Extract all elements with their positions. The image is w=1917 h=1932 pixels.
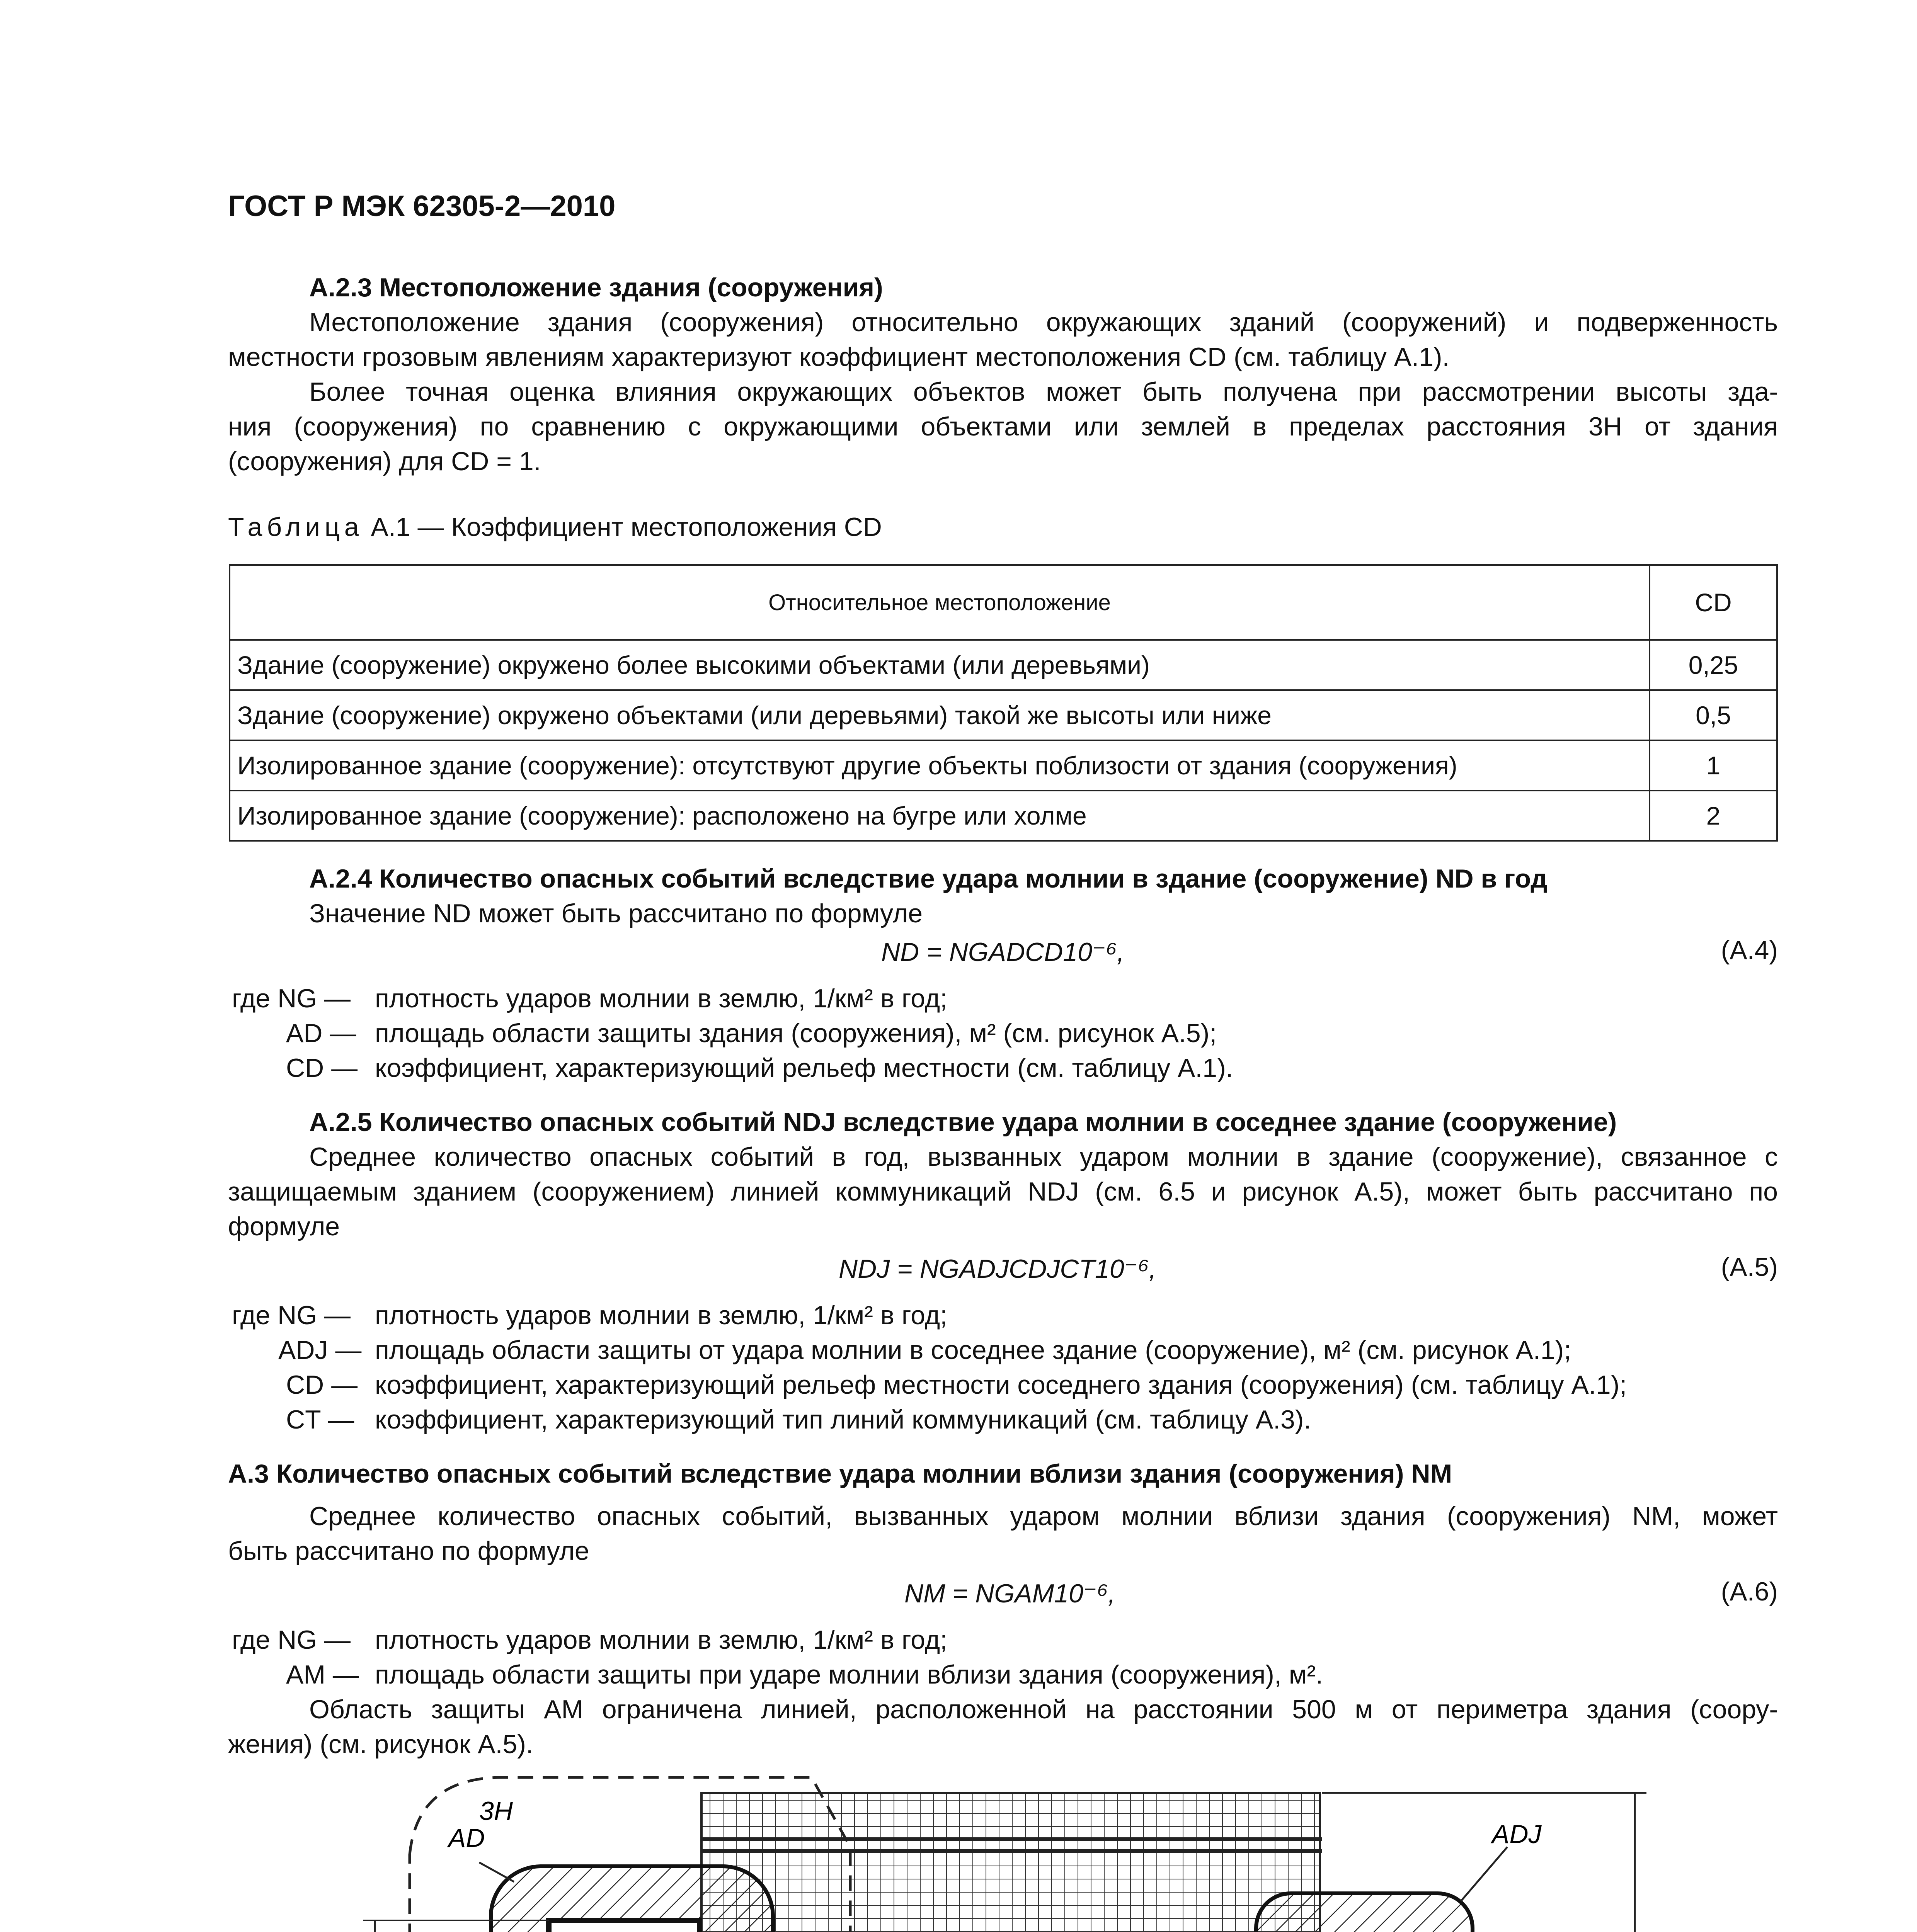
section-a3-p2-line2: жения) (см. рисунок А.5).	[228, 1730, 533, 1759]
section-a3-p2-line1: Область защиты AM ограничена линией, расположенной на расстоянии 500 м от периметра здания (соору-	[309, 1695, 1778, 1724]
where-text: плотность ударов молнии в землю, 1/км² в год;	[375, 1625, 948, 1655]
formula-a6: NM = NGAM10⁻⁶,	[904, 1579, 1115, 1608]
table-caption-label: Таблица	[228, 512, 364, 542]
section-a25-line2: защищаемым зданием (сооружением) линией коммуникаций NDJ (см. 6.5 и рисунок А.5), может быть рассчитано по	[228, 1177, 1778, 1206]
section-a25-title: А.2.5 Количество опасных событий NDJ вследствие удара молнии в соседнее здание (сооружение)	[309, 1107, 1617, 1137]
where-text: площадь области защиты от удара молнии в соседнее здание (сооружение), м² (см. рисунок А.1);	[375, 1335, 1571, 1365]
formula-a5: NDJ = NGADJCDJCT10⁻⁶,	[839, 1254, 1156, 1284]
adj-hatched-area	[1256, 1893, 1473, 1932]
where-text: плотность ударов молнии в землю, 1/км² в год;	[375, 984, 948, 1013]
where-text: плотность ударов молнии в землю, 1/км² в год;	[375, 1301, 948, 1330]
ai-grid-area	[701, 1793, 1320, 1932]
where-text: площадь области защиты здания (сооружения), м² (см. рисунок А.5);	[375, 1019, 1217, 1048]
where-symbol: AD —	[286, 1019, 356, 1048]
where-symbol: где NG —	[232, 1301, 351, 1330]
where-symbol: где NG —	[232, 984, 351, 1013]
section-a23-p2-line1: Более точная оценка влияния окружающих объектов может быть получена при рассмотрении высоты зда-	[309, 377, 1778, 406]
where-symbol: где NG —	[232, 1625, 351, 1655]
where-symbol: ADJ —	[278, 1335, 362, 1365]
where-text: коэффициент, характеризующий рельеф местности (см. таблицу А.1).	[375, 1053, 1233, 1083]
section-a25-line3: формуле	[228, 1212, 340, 1241]
table-cell-desc: Изолированное здание (сооружение): расположено на бугре или холме	[230, 791, 1650, 841]
section-a25-line1: Среднее количество опасных событий в год, вызванных ударом молнии в здание (сооружение), связанное с	[309, 1142, 1778, 1172]
section-a23-p2-line3: (сооружения) для CD = 1.	[228, 447, 541, 476]
equation-number-a5: (А.5)	[1721, 1252, 1778, 1282]
document-header: ГОСТ Р МЭК 62305-2—2010	[228, 190, 616, 223]
leader-line-adj	[1461, 1847, 1507, 1901]
formula-a4: ND = NGADCD10⁻⁶,	[881, 937, 1125, 967]
section-a3-line2: быть рассчитано по формуле	[228, 1536, 589, 1566]
equation-number-a4: (А.4)	[1721, 935, 1778, 965]
section-a24-title: А.2.4 Количество опасных событий вследствие удара молнии в здание (сооружение) ND в год	[309, 864, 1548, 893]
where-text: коэффициент, характеризующий рельеф местности соседнего здания (сооружения) (см. таблицу А.1);	[375, 1370, 1627, 1400]
where-text: коэффициент, характеризующий тип линий коммуникаций (см. таблицу А.3).	[375, 1405, 1311, 1434]
table-header-cd: CD	[1650, 565, 1777, 640]
where-text: площадь области защиты при ударе молнии вблизи здания (сооружения), м².	[375, 1660, 1323, 1689]
building-h	[549, 1920, 700, 1932]
section-a24-intro: Значение ND может быть рассчитано по формуле	[309, 899, 923, 928]
section-a3-line1: Среднее количество опасных событий, вызванных ударом молнии вблизи здания (сооружения) NM, может	[309, 1502, 1778, 1531]
where-symbol: AM —	[286, 1660, 359, 1689]
section-a23-p1-line2: местности грозовым явлениям характеризуют коэффициент местоположения CD (см. таблицу А.1).	[228, 342, 1450, 372]
table-cell-value: 0,5	[1650, 690, 1777, 740]
table-cell-desc: Здание (сооружение) окружено объектами (или деревьями) такой же высоты или ниже	[230, 690, 1650, 740]
leader-line-ad	[479, 1862, 514, 1882]
where-symbol: CT —	[286, 1405, 354, 1434]
where-symbol: CD —	[286, 1053, 358, 1083]
table-cell-value: 2	[1650, 791, 1777, 841]
table-cell-desc: Изолированное здание (сооружение): отсутствуют другие объекты поблизости от здания (сооружения)	[230, 740, 1650, 791]
label-ad: AD	[448, 1823, 485, 1853]
section-a23-title: А.2.3 Местоположение здания (сооружения)	[309, 273, 883, 302]
where-symbol: CD —	[286, 1370, 358, 1400]
equation-number-a6: (А.6)	[1721, 1577, 1778, 1606]
table-cell-value: 1	[1650, 740, 1777, 791]
label-adj: ADJ	[1492, 1820, 1542, 1849]
table-cell-desc: Здание (сооружение) окружено более высокими объектами (или деревьями)	[230, 640, 1650, 690]
section-a3-title: А.3 Количество опасных событий вследствие удара молнии вблизи здания (сооружения) NM	[228, 1459, 1452, 1488]
section-a23-p1-line1: Местоположение здания (сооружения) относительно окружающих зданий (сооружений) и подверженность	[309, 308, 1778, 337]
section-a23-p2-line2: ния (сооружения) по сравнению с окружающими объектами или землей в пределах расстояния 3H от здания	[228, 412, 1778, 441]
label-3h: 3H	[479, 1796, 513, 1826]
table-cell-value: 0,25	[1650, 640, 1777, 690]
table-caption-text: А.1 — Коэффициент местоположения CD	[371, 512, 882, 542]
table-header-location: Относительное местоположение	[230, 565, 1650, 640]
